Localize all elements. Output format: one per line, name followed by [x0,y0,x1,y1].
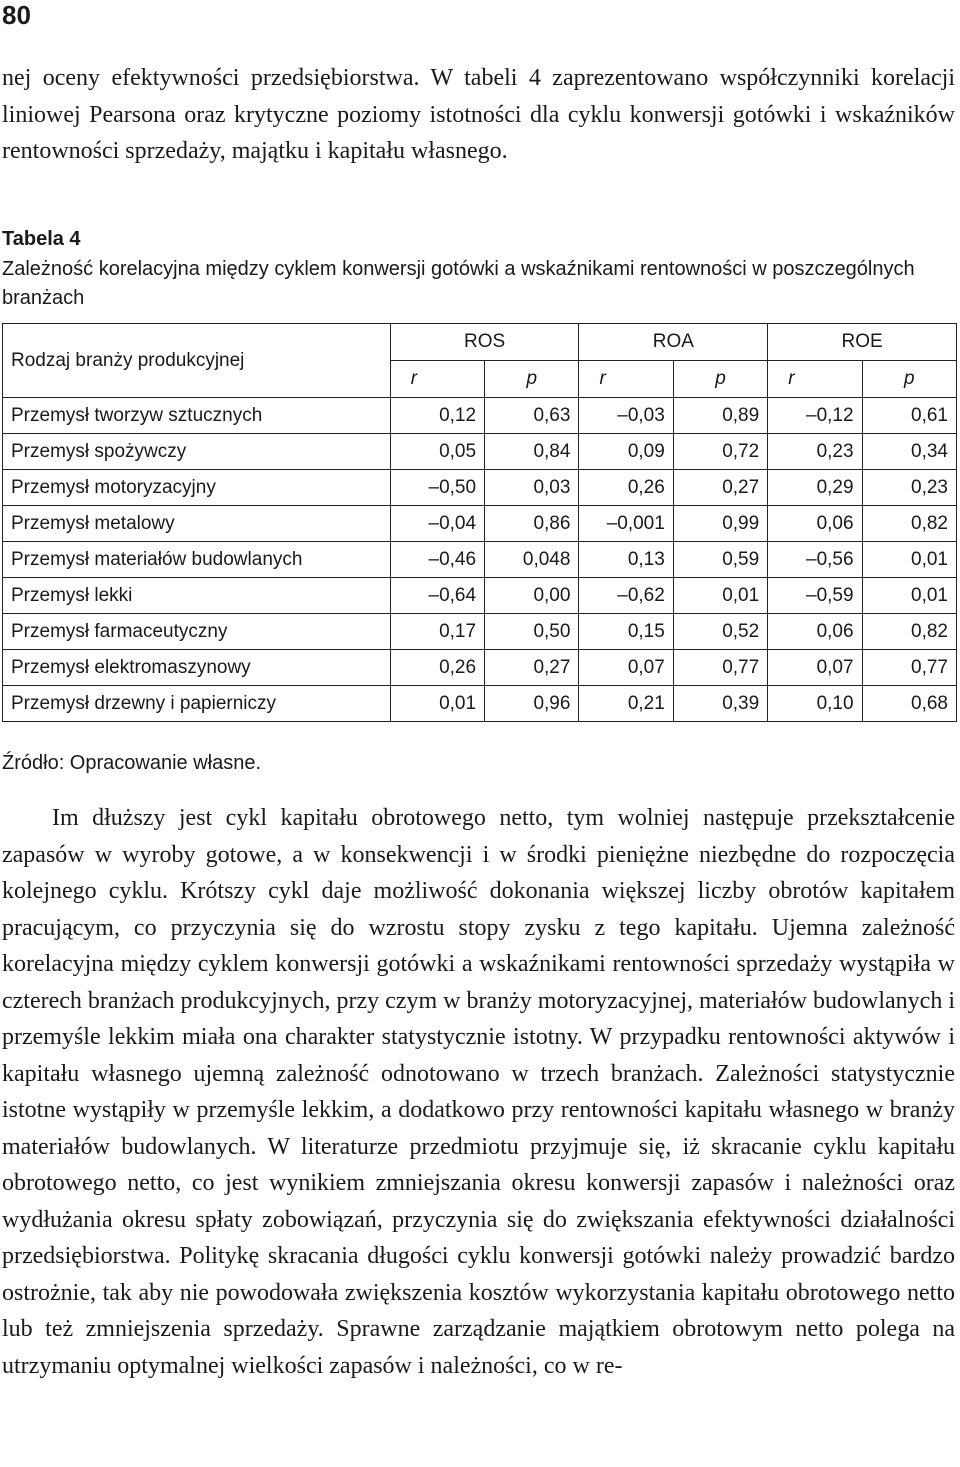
value-cell: 0,06 [768,614,862,650]
roe-p-header: p [862,361,956,398]
value-cell: 0,84 [485,434,579,470]
value-cell: 0,21 [579,686,673,722]
table-row [3,686,957,722]
value-cell: 0,01 [862,542,956,578]
ros-header: ROS [390,324,579,361]
value-cell: 0,63 [485,398,579,434]
correlation-table [2,323,957,722]
value-cell: 0,52 [673,614,767,650]
branch-name-cell: Przemysł materiałów budowlanych [3,542,391,578]
ros-r-header: r [390,361,484,398]
value-cell: 0,72 [673,434,767,470]
value-cell: –0,12 [768,398,862,434]
value-cell: 0,26 [390,650,484,686]
value-cell: 0,77 [862,650,956,686]
value-cell: 0,27 [673,470,767,506]
table-row [3,542,957,578]
value-cell: 0,03 [485,470,579,506]
roa-p-header: p [673,361,767,398]
table-row [3,578,957,614]
value-cell: 0,12 [390,398,484,434]
value-cell: 0,29 [768,470,862,506]
value-cell: 0,26 [579,470,673,506]
value-cell: 0,82 [862,506,956,542]
value-cell: 0,77 [673,650,767,686]
value-cell: 0,15 [579,614,673,650]
value-cell: 0,00 [485,578,579,614]
table-row [3,650,957,686]
branch-name-cell: Przemysł tworzyw sztucznych [3,398,391,434]
table-row [3,470,957,506]
value-cell: 0,82 [862,614,956,650]
table-row [3,434,957,470]
roa-header: ROA [579,324,768,361]
value-cell: –0,04 [390,506,484,542]
value-cell: 0,01 [673,578,767,614]
value-cell: 0,048 [485,542,579,578]
table-label: Tabela 4 [2,228,81,250]
roe-header: ROE [768,324,957,361]
table-body [3,398,957,722]
value-cell: 0,17 [390,614,484,650]
value-cell: 0,89 [673,398,767,434]
branch-name-cell: Przemysł lekki [3,578,391,614]
value-cell: 0,61 [862,398,956,434]
value-cell: –0,56 [768,542,862,578]
value-cell: 0,10 [768,686,862,722]
table-title: Zależność korelacyjna między cyklem konwersji gotówki a wskaźnikami rentowności w poszczególnych branżach [2,258,915,309]
branch-column-header: Rodzaj branży produkcyjnej [3,324,391,398]
value-cell: 0,99 [673,506,767,542]
value-cell: 0,09 [579,434,673,470]
value-cell: 0,01 [862,578,956,614]
branch-name-cell: Przemysł drzewny i papierniczy [3,686,391,722]
page-number: 80 [2,0,31,30]
value-cell: 0,06 [768,506,862,542]
value-cell: 0,59 [673,542,767,578]
value-cell: 0,68 [862,686,956,722]
roe-r-header: r [768,361,862,398]
value-cell: –0,62 [579,578,673,614]
value-cell: 0,34 [862,434,956,470]
roa-r-header: r [579,361,673,398]
table-row [3,398,957,434]
value-cell: 0,13 [579,542,673,578]
table-group-header-row [3,324,957,361]
intro-paragraph: nej oceny efektywności przedsiębiorstwa. W tabeli 4 zaprezentowano współczynniki korelacji liniowej Pearsona oraz krytyczne poziomy istotności dla cyklu konwersji gotówki i wskaźników rentowności sprzedaży, majątku i kapitału własnego. [2,65,955,164]
value-cell: 0,07 [768,650,862,686]
value-cell: –0,64 [390,578,484,614]
value-cell: 0,50 [485,614,579,650]
value-cell: –0,50 [390,470,484,506]
value-cell: –0,001 [579,506,673,542]
value-cell: 0,86 [485,506,579,542]
value-cell: 0,96 [485,686,579,722]
branch-name-cell: Przemysł spożywczy [3,434,391,470]
value-cell: 0,05 [390,434,484,470]
value-cell: –0,59 [768,578,862,614]
table-source: Źródło: Opracowanie własne. [2,752,262,774]
ros-p-header: p [485,361,579,398]
value-cell: –0,46 [390,542,484,578]
branch-name-cell: Przemysł motoryzacyjny [3,470,391,506]
branch-name-cell: Przemysł elektromaszynowy [3,650,391,686]
value-cell: 0,01 [390,686,484,722]
branch-name-cell: Przemysł metalowy [3,506,391,542]
value-cell: 0,27 [485,650,579,686]
value-cell: 0,07 [579,650,673,686]
value-cell: 0,23 [768,434,862,470]
body-paragraph: Im dłuższy jest cykl kapitału obrotowego netto, tym wolniej następuje przekształcenie zapasów w wyroby gotowe, a w konsekwencji i w środki pieniężne niezbędne do rozpoczęcia kolejnego cyklu. Krótszy cykl daje możliwość dokonania większej liczby obrotów kapitałem pracującym, co przyczynia się do wzrostu stopy zysku z tego kapitału. Ujemna zależność korelacyjna między cyklem konwersji gotówki a wskaźnikami rentowności sprzedaży wystąpiła w czterech branżach produkcyjnych, przy czym w branży motoryzacyjnej, materiałów budowlanych i przemyśle lekkim miała ona charakter statystycznie istotny. W przypadku rentowności aktywów i kapitału własnego ujemną zależność odnotowano w trzech branżach. Zależności statystycznie istotne wystąpiły w przemyśle lekkim, a dodatkowo przy rentowności kapitału własnego w branży materiałów budowlanych. W literaturze przedmiotu przyjmuje się, iż skracanie cyklu kapitału obrotowego netto, co jest wynikiem zmniejszania okresu konwersji zapasów i należności oraz wydłużania okresu spłaty zobowiązań, przyczynia się do zwiększania efektywności działalności przedsiębiorstwa. Politykę skracania długości cyklu konwersji gotówki należy prowadzić bardzo ostrożnie, tak aby nie powodowała zwiększenia kosztów wykorzystania kapitału obrotowego netto lub też zmniejszenia sprzedaży. Sprawne zarządzanie majątkiem obrotowym netto polega na utrzymaniu optymalnej wielkości zapasów i należności, co w re- [2,805,955,1379]
table-row [3,614,957,650]
value-cell: 0,23 [862,470,956,506]
value-cell: –0,03 [579,398,673,434]
table-row [3,506,957,542]
branch-name-cell: Przemysł farmaceutyczny [3,614,391,650]
value-cell: 0,39 [673,686,767,722]
